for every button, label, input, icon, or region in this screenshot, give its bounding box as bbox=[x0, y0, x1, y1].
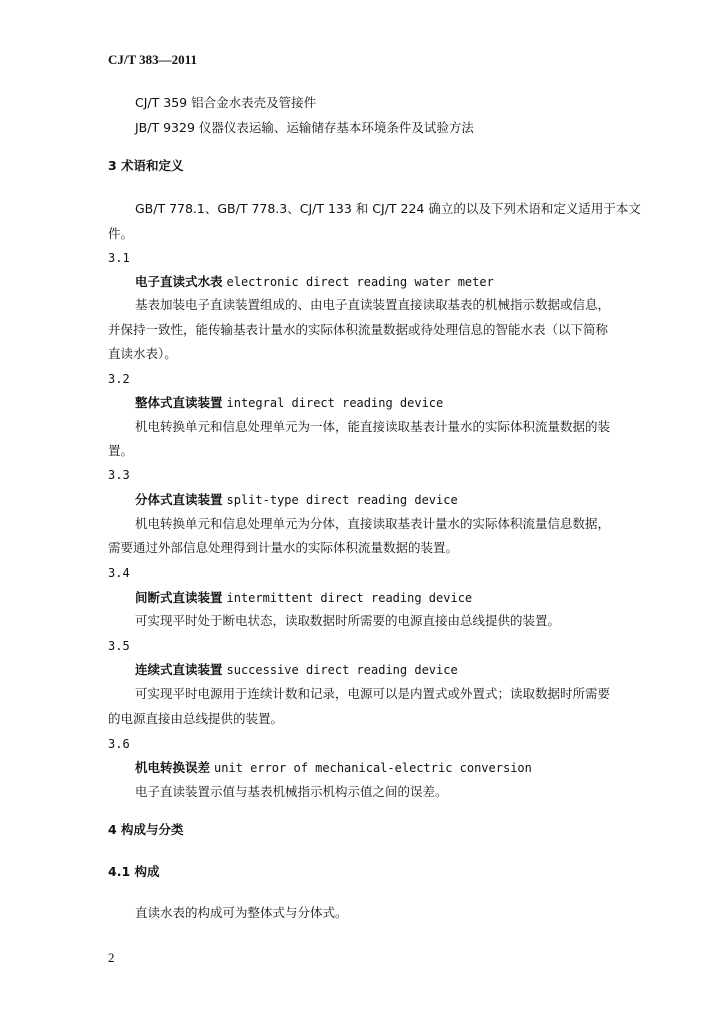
term-cn: 连续式直读装置 bbox=[135, 662, 223, 677]
section-heading: 3 术语和定义 bbox=[108, 158, 184, 173]
definition-line: 直读水表）。 bbox=[108, 346, 177, 361]
definition-line: 可实现平时处于断电状态，读取数据时所需要的电源直接由总线提供的装置。 bbox=[135, 613, 561, 628]
definition-line: 机电转换单元和信息处理单元为一体，能直接读取基表计量水的实际体积流量数据的装 bbox=[135, 419, 611, 434]
reference-item: JB/T 9329 仪器仪表运输、运输储存基本环境条件及试验方法 bbox=[135, 120, 474, 135]
term-number: 3.6 bbox=[108, 737, 130, 751]
term-number: 3.3 bbox=[108, 468, 130, 482]
term-number: 3.2 bbox=[108, 372, 130, 386]
term-en: integral direct reading device bbox=[226, 396, 444, 410]
term-cn: 分体式直读装置 bbox=[135, 492, 223, 507]
definition-line: 电子直读装置示值与基表机械指示机构示值之间的误差。 bbox=[135, 784, 448, 799]
definition-line: 置。 bbox=[108, 443, 134, 458]
definition-line: 可实现平时电源用于连续计数和记录，电源可以是内置式或外置式；读取数据时所需要 bbox=[135, 686, 611, 701]
term-en: unit error of mechanical-electric conversion bbox=[214, 761, 532, 775]
term-title bbox=[135, 760, 532, 776]
subsection-heading: 4.1 构成 bbox=[108, 864, 160, 879]
paragraph-line: GB/T 778.1、GB/T 778.3、CJ/T 133 和 CJ/T 224 确立的以及下列术语和定义适用于本文 bbox=[135, 201, 641, 216]
reference-item: CJ/T 359 铝合金水表壳及管接件 bbox=[135, 95, 317, 110]
standard-code: CJ/T 383—2011 bbox=[108, 52, 197, 67]
term-number: 3.4 bbox=[108, 566, 130, 580]
term-cn: 电子直读式水表 bbox=[135, 274, 223, 289]
term-en: split-type direct reading device bbox=[226, 493, 458, 507]
page-number: 2 bbox=[108, 950, 115, 965]
paragraph-line: 直读水表的构成可为整体式与分体式。 bbox=[135, 905, 348, 920]
definition-line: 基表加装电子直读装置组成的、由电子直读装置直接读取基表的机械指示数据或信息， bbox=[135, 297, 611, 312]
definition-line: 并保持一致性，能传输基表计量水的实际体积流量数据或待处理信息的智能水表（以下简称 bbox=[108, 322, 609, 337]
term-number: 3.1 bbox=[108, 251, 130, 265]
definition-line: 的电源直接由总线提供的装置。 bbox=[108, 711, 284, 726]
definition-line: 需要通过外部信息处理得到计量水的实际体积流量数据的装置。 bbox=[108, 540, 459, 555]
term-number: 3.5 bbox=[108, 639, 130, 653]
term-cn: 间断式直读装置 bbox=[135, 590, 223, 605]
term-title bbox=[135, 274, 494, 290]
term-cn: 整体式直读装置 bbox=[135, 395, 223, 410]
term-en: intermittent direct reading device bbox=[226, 591, 473, 605]
term-en: successive direct reading device bbox=[226, 663, 458, 677]
term-title bbox=[135, 395, 443, 411]
definition-line: 机电转换单元和信息处理单元为分体，直接读取基表计量水的实际体积流量信息数据， bbox=[135, 516, 611, 531]
paragraph-line: 件。 bbox=[108, 226, 134, 241]
term-cn: 机电转换误差 bbox=[135, 760, 211, 775]
term-title bbox=[135, 662, 458, 678]
term-title bbox=[135, 590, 472, 606]
term-en: electronic direct reading water meter bbox=[226, 275, 494, 289]
section-heading: 4 构成与分类 bbox=[108, 822, 184, 837]
term-title bbox=[135, 492, 458, 508]
